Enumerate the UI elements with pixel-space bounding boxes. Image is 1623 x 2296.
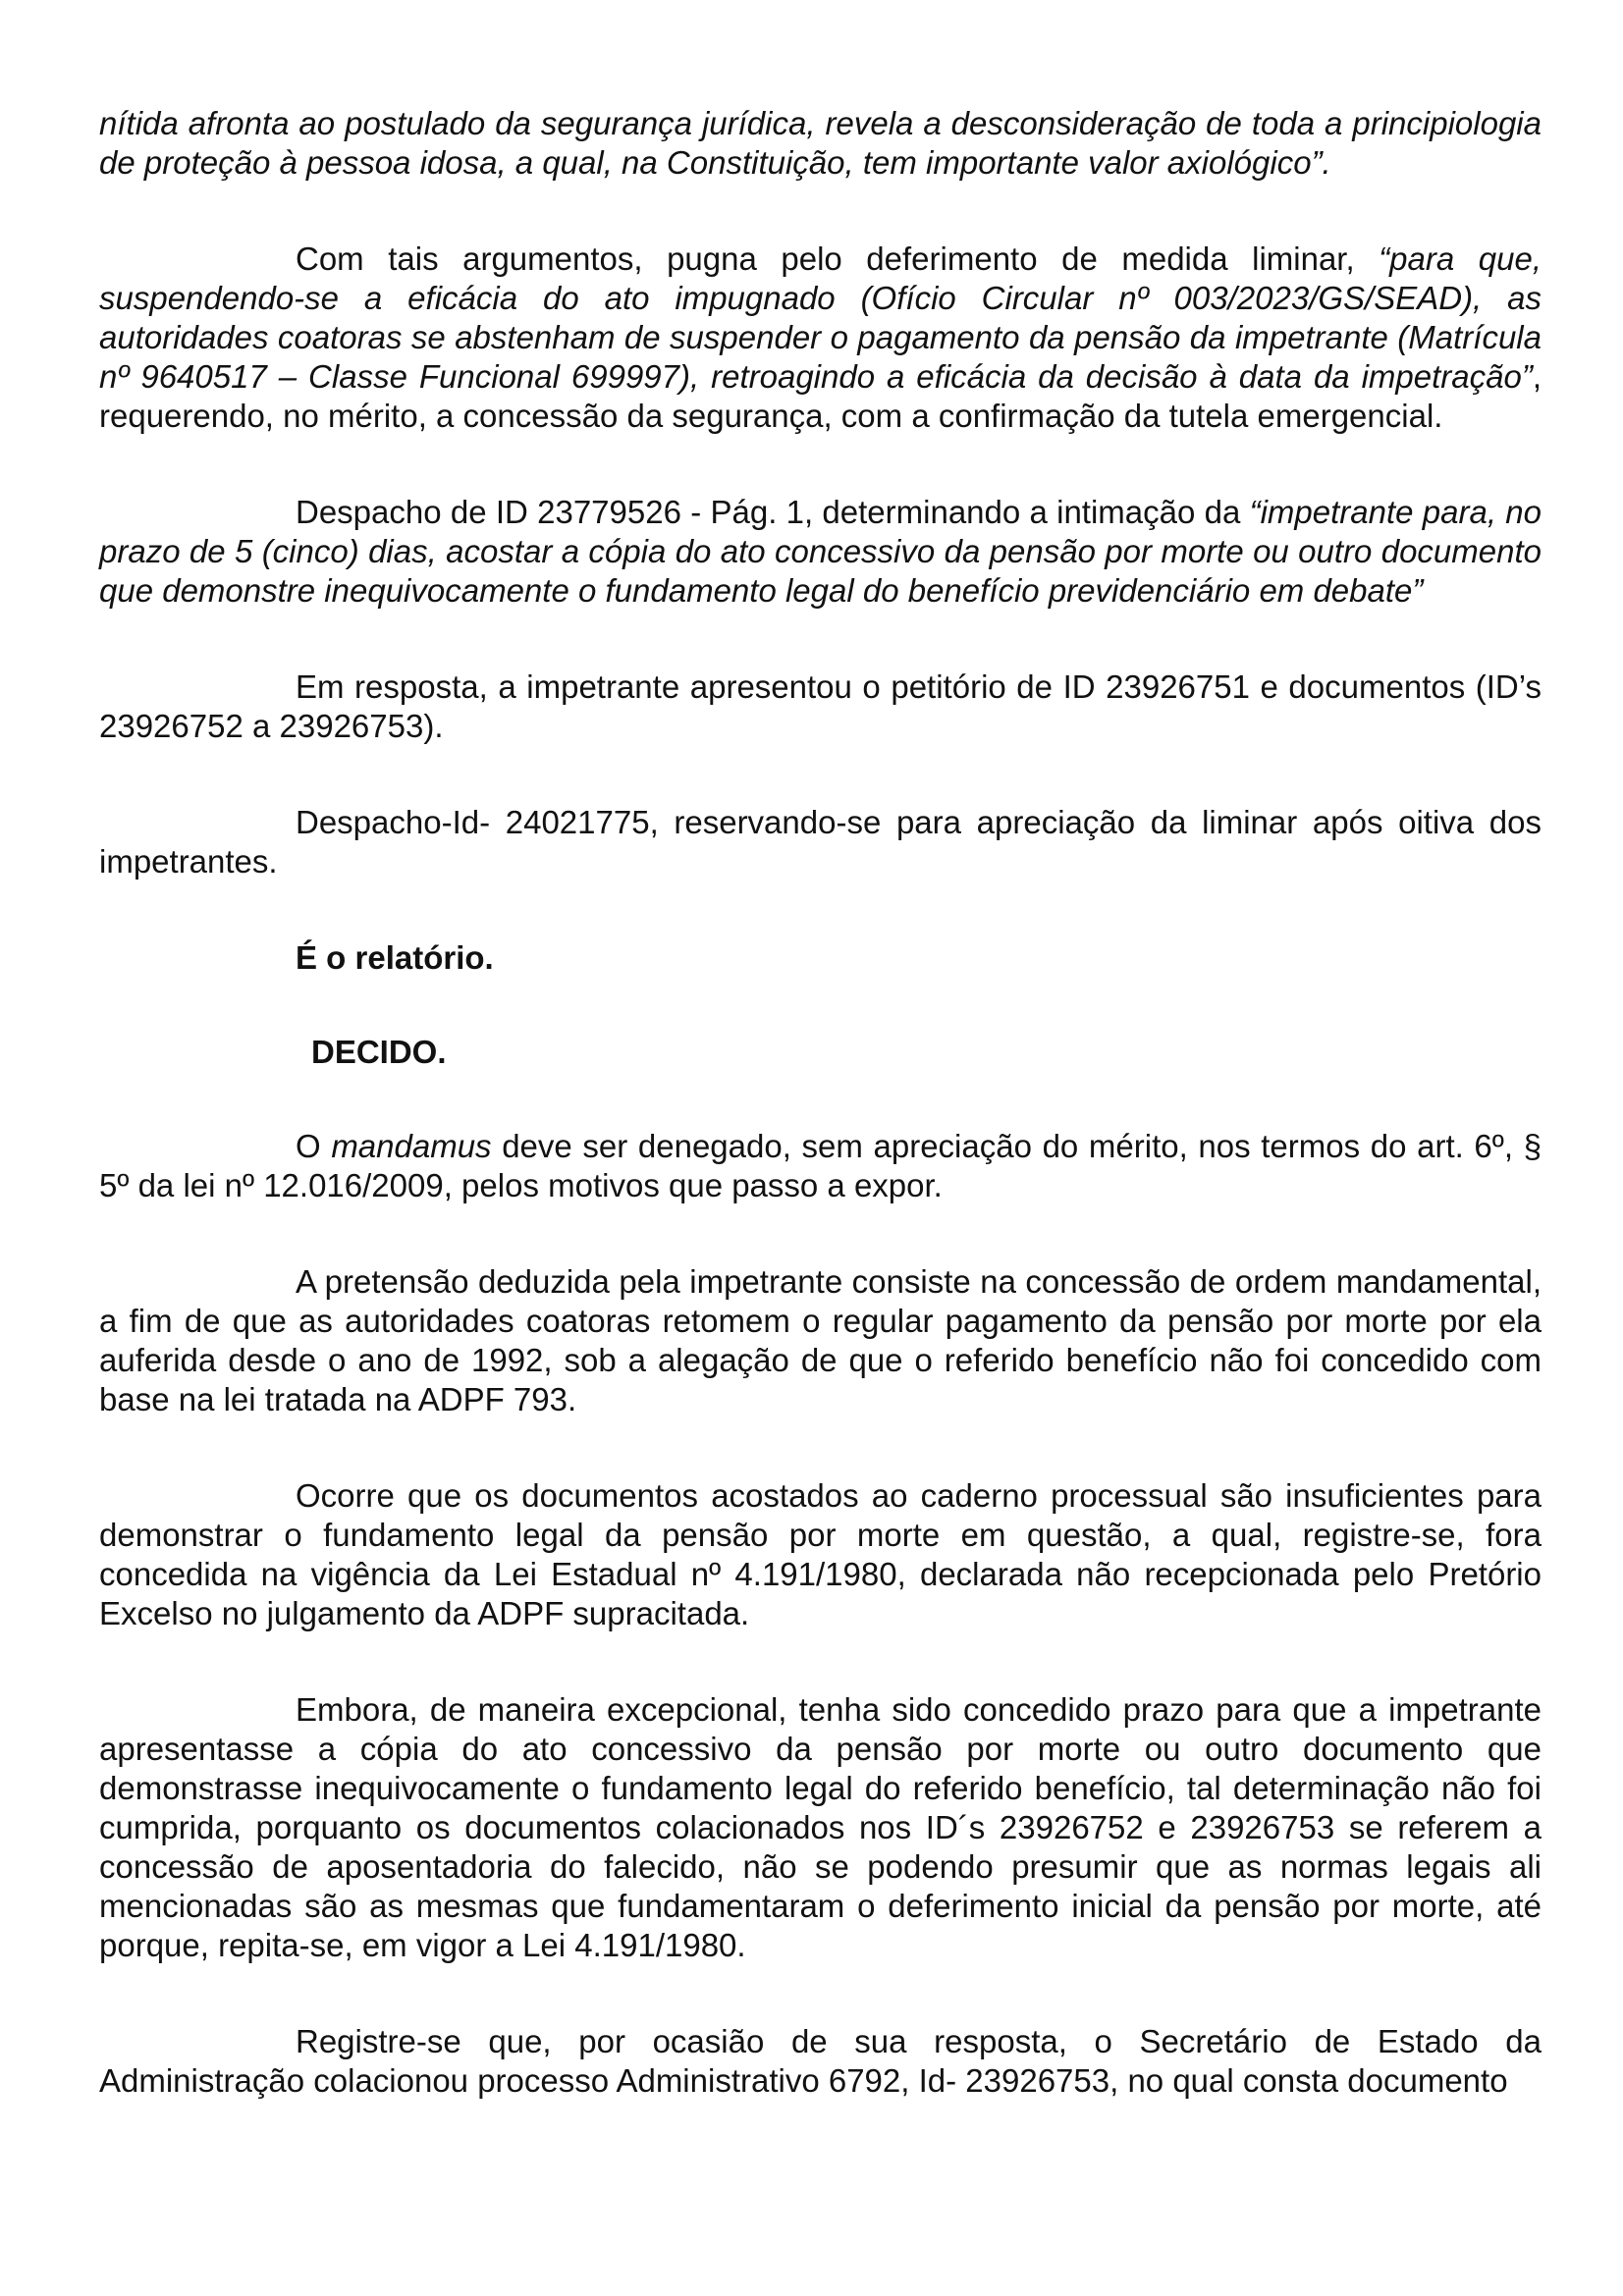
paragraph-text: , requerendo, no mérito, a concessão da segurança, com a confirmação da tutela emergencial. [99, 358, 1542, 434]
paragraph-documentos: Ocorre que os documentos acostados ao caderno processual são insuficientes para demonstrar o fundamento legal da pensão por morte em questão, a qual, registre-se, fora concedida na vigência da Lei Estadual nº 4.191/1980, declarada não recepcionada pelo Pretório Excelso no julgamento da ADPF supracitada. [99, 1477, 1542, 1631]
paragraph-text: Com tais argumentos, pugna pelo deferimento de medida liminar, [296, 240, 1380, 277]
paragraph-text: Despacho de ID 23779526 - Pág. 1, determinando a intimação da [296, 494, 1250, 530]
quoted-text: “impetrante para, no prazo de 5 (cinco) dias, acostar a cópia do ato concessivo da pensão por morte ou outro documento que demonstre inequivocamente o fundamento legal do benefício previdenciário em debate” [99, 494, 1542, 609]
paragraph-mandamus [99, 1127, 1542, 1205]
paragraph-registre: Registre-se que, por ocasião de sua resposta, o Secretário de Estado da Administração colacionou processo Administrativo 6792, Id- 23926753, no qual consta documento [99, 2023, 1542, 2099]
paragraph-despacho-id: Despacho-Id- 24021775, reservando-se para apreciação da liminar após oitiva dos impetrantes. [99, 804, 1542, 880]
paragraph-resposta: Em resposta, a impetrante apresentou o petitório de ID 23926751 e documentos (ID’s 23926752 a 23926753). [99, 668, 1542, 744]
paragraph-pretensao: A pretensão deduzida pela impetrante consiste na concessão de ordem mandamental, a fim de que as autoridades coatoras retomem o regular pagamento da pensão por morte por ela auferida desde o ano de 1992, sob a alegação de que o referido benefício não foi concedido com base na lei tratada na ADPF 793. [99, 1263, 1542, 1417]
paragraph-embora: Embora, de maneira excepcional, tenha sido concedido prazo para que a impetrante apresentasse a cópia do ato concessivo da pensão por morte ou outro documento que demonstrasse inequivocamente o fundamento legal do referido benefício, tal determinação não foi cumprida, porquanto os documentos colacionados nos ID´s 23926752 e 23926753 se referem a concessão de aposentadoria do falecido, não se podendo presumir que as normas legais ali mencionadas são as mesmas que fundamentaram o deferimento inicial da pensão por morte, até porque, repita-se, em vigor a Lei 4.191/1980. [99, 1691, 1542, 1963]
italic-term: mandamus [331, 1128, 492, 1164]
quoted-text: “para que, suspendendo-se a eficácia do ato impugnado (Ofício Circular nº 003/2023/GS/SEAD), as autoridades coatoras se abstenham de suspender o pagamento da pensão da impetrante (Matrícula nº 9640517 – Classe Funcional 699997), retroagindo a eficácia da decisão à data da impetração” [99, 240, 1542, 395]
paragraph-continuation [99, 104, 1542, 183]
paragraph-text: deve ser denegado, sem apreciação do mérito, nos termos do art. 6º, § 5º da lei nº 12.016/2009, pelos motivos que passo a expor. [99, 1128, 1542, 1203]
paragraph-despacho [99, 493, 1542, 611]
heading-relatorio: É o relatório. [296, 939, 494, 976]
heading-decido: DECIDO. [311, 1034, 447, 1070]
quoted-text: nítida afronta ao postulado da segurança jurídica, revela a desconsideração de toda a principiologia de proteção à pessoa idosa, a qual, na Constituição, tem importante valor axiológico”. [99, 105, 1542, 181]
paragraph-liminar-request [99, 240, 1542, 436]
paragraph-text: O [296, 1128, 332, 1164]
